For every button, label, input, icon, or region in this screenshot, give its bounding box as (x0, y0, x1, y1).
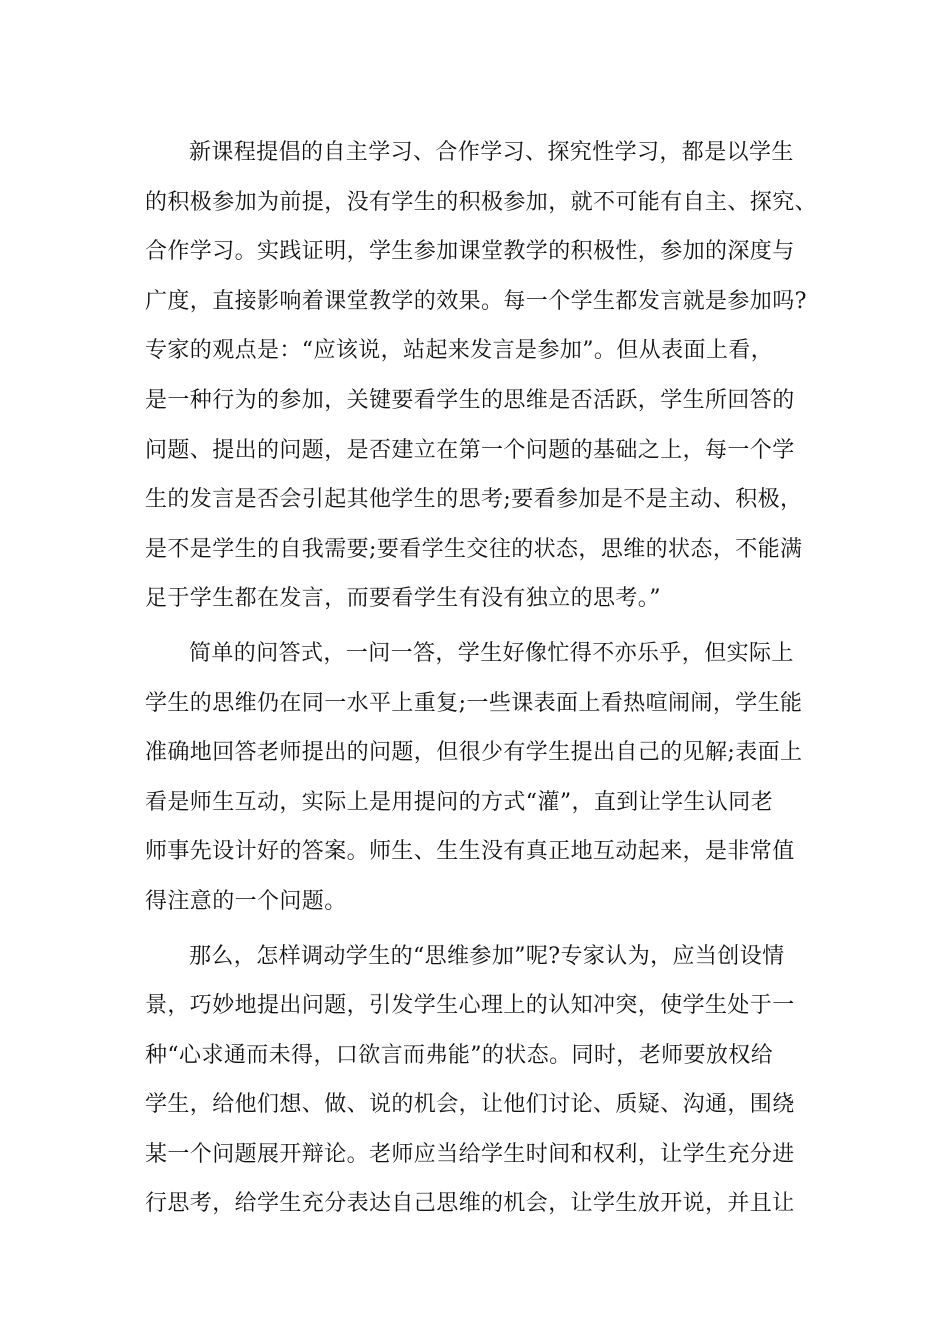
paragraph-1-line-9: 是不是学生的自我需要;要看学生交往的状态，思维的状态，不能满 (145, 536, 803, 562)
paragraph-3-line-5: 某一个问题展开辩论。老师应当给学生时间和权利，让学生充分进 (145, 1141, 795, 1167)
paragraph-2-line-2: 学生的思维仍在同一水平上重复;一些课表面上看热喧闹闹，学生能 (145, 690, 803, 716)
paragraph-1-line-8: 生的发言是否会引起其他学生的思考;要看参加是不是主动、积极， (145, 487, 803, 513)
paragraph-1-line-6: 是一种行为的参加，关键要看学生的思维是否活跃，学生所回答的 (145, 387, 795, 413)
paragraph-1-line-5: 专家的观点是：“应该说，站起来发言是参加”。但从表面上看， (145, 338, 774, 364)
paragraph-3-line-6: 行思考，给学生充分表达自己思维的机会，让学生放开说，并且让 (145, 1191, 795, 1217)
paragraph-1-line-1: 新课程提倡的自主学习、合作学习、探究性学习，都是以学生 (189, 140, 794, 165)
paragraph-1-line-10: 足于学生都在发言，而要看学生有没有独立的思考。” (145, 586, 661, 612)
paragraph-1-line-7: 问题、提出的问题，是否建立在第一个问题的基础之上，每一个学 (145, 437, 795, 463)
paragraph-1-line-3: 合作学习。实践证明，学生参加课堂教学的积极性，参加的深度与 (145, 239, 795, 265)
paragraph-3-line-1: 那么，怎样调动学生的“思维参加”呢?专家认为，应当创设情 (189, 943, 785, 969)
paragraph-2-line-4: 看是师生互动，实际上是用提问的方式“灌”，直到让学生认同老 (145, 789, 774, 815)
paragraph-1-line-2: 的积极参加为前提，没有学生的积极参加，就不可能有自主、探究、 (145, 189, 818, 215)
paragraph-2-line-6: 得注意的一个问题。 (145, 888, 347, 914)
paragraph-2-line-3: 准确地回答老师提出的问题，但很少有学生提出自己的见解;表面上 (145, 740, 803, 766)
paragraph-3-line-4: 学生，给他们想、做、说的机会，让他们讨论、质疑、沟通，围绕 (145, 1092, 795, 1118)
paragraph-2-line-1: 简单的问答式，一问一答，学生好像忙得不亦乐乎，但实际上 (189, 640, 794, 666)
paragraph-3-line-3: 种“心求通而未得，口欲言而弗能”的状态。同时，老师要放权给 (145, 1042, 774, 1068)
paragraph-1-line-4: 广度，直接影响着课堂教学的效果。每一个学生都发言就是参加吗? (145, 288, 807, 314)
document-body (145, 128, 817, 1229)
paragraph-3-line-2: 景，巧妙地提出问题，引发学生心理上的认知冲突，使学生处于一 (145, 993, 795, 1019)
paragraph-2-line-5: 师事先设计好的答案。师生、生生没有真正地互动起来，是非常值 (145, 839, 795, 865)
